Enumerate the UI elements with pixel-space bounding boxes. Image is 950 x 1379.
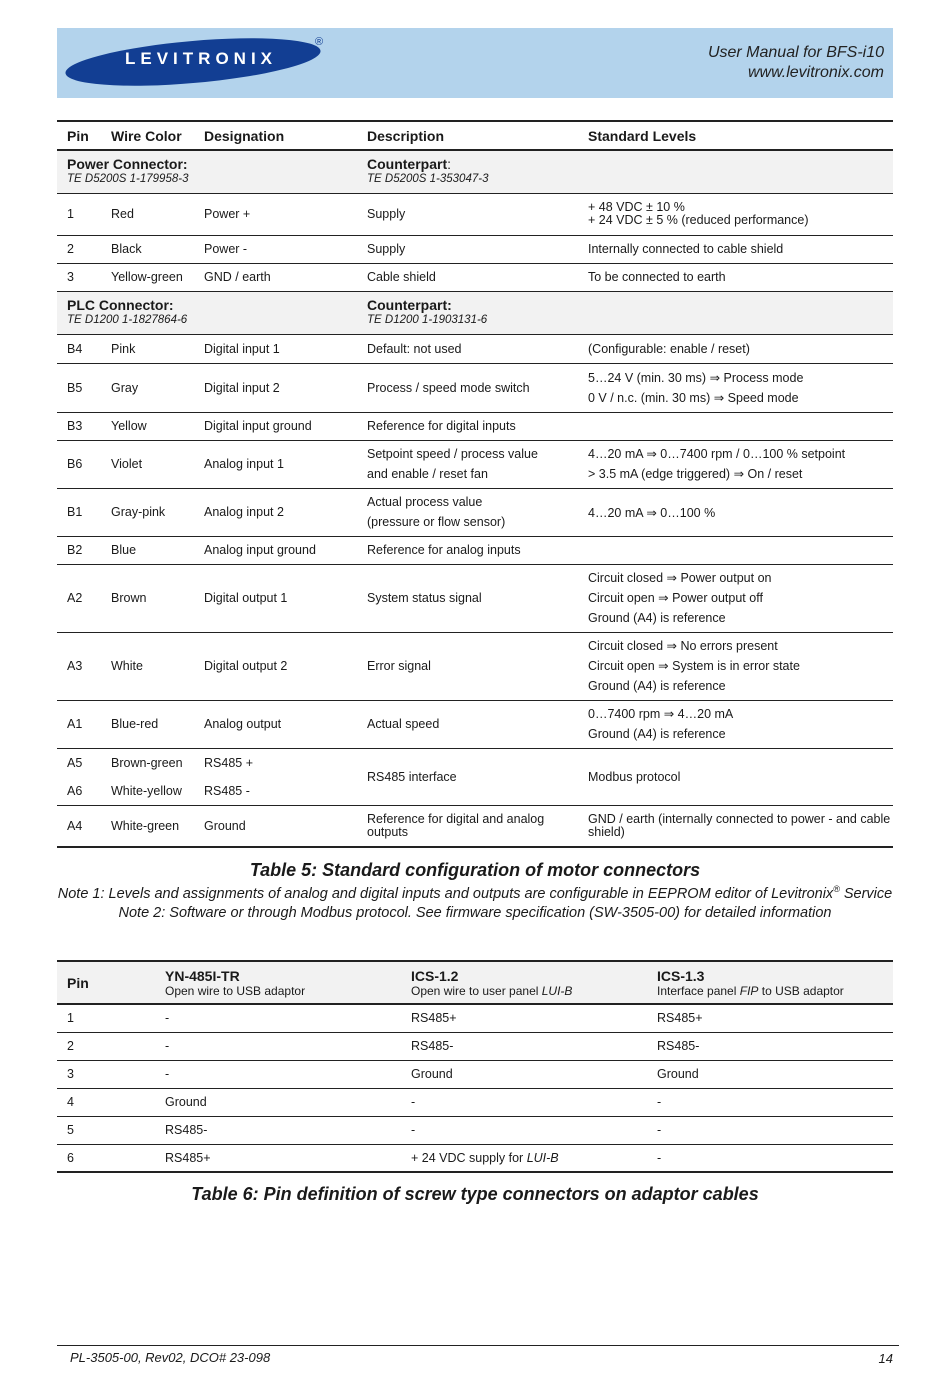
header-sub-text: Interface panel: [657, 983, 740, 998]
plc-connector-title: PLC Connector:: [67, 296, 174, 313]
power-connector-title: Power Connector:: [67, 156, 188, 172]
cell-pin: B5: [67, 380, 83, 395]
description-line: Setpoint speed / process value: [367, 447, 538, 461]
plc-connector-section: [57, 291, 893, 334]
plc-connector-part: TE D1200 1-1827864-6: [67, 313, 188, 326]
table-row: [57, 263, 893, 291]
description-line: Reference for digital and analog: [367, 811, 545, 826]
cell-pin: 1: [67, 207, 74, 221]
cell-pin: 5: [67, 1123, 74, 1137]
cell-pin: 6: [67, 1150, 74, 1165]
cell-pin: B4: [67, 341, 83, 356]
col-pin: Pin: [67, 974, 89, 991]
cell-ics12: [401, 1144, 647, 1172]
power-counterpart-title: Counterpart: [367, 156, 448, 172]
cell-emph: LUI-B: [526, 1150, 559, 1165]
pin-line: A6: [67, 783, 83, 798]
level-line: GND / earth (internally connected to power - and cable: [588, 811, 891, 826]
cell-pin: [57, 748, 101, 805]
cell-designation: Analog input ground: [204, 543, 316, 557]
cell-description: Supply: [367, 207, 406, 221]
table-row: [57, 1032, 893, 1060]
header-band: [57, 28, 893, 98]
cell-description: Error signal: [367, 659, 431, 673]
table-row: [57, 363, 893, 412]
cell-wire-color: Red: [111, 207, 134, 221]
level-line: 5…24 V (min. 30 ms) ⇒ Process mode: [588, 370, 804, 385]
note-1-suffix: Service: [839, 885, 893, 902]
cell-ics12: RS485-: [411, 1039, 454, 1053]
cell-description: RS485 interface: [367, 769, 457, 784]
cell-wire-color: White: [111, 659, 143, 673]
cell-designation: Digital output 2: [204, 659, 288, 673]
designation-line: RS485 -: [204, 783, 250, 798]
cell-pin: B6: [67, 457, 83, 471]
table-row: [57, 536, 893, 564]
note-2: Note 2: Software or through Modbus protocol. See firmware specification (SW-3505-00) for detailed information: [118, 904, 832, 921]
level-line: 0 V / n.c. (min. 30 ms) ⇒ Speed mode: [588, 390, 799, 405]
cell-description: [357, 440, 578, 488]
cell-wire-color: Yellow-green: [111, 270, 183, 284]
header-title: ICS-1.2: [411, 967, 459, 984]
designation-line: RS485 +: [204, 755, 253, 770]
table6-header-row: [57, 961, 893, 1004]
cell-description: Actual speed: [367, 717, 440, 731]
cell-designation: Digital input ground: [204, 419, 312, 433]
cell-pin: 2: [67, 242, 74, 256]
cell-ics13: RS485+: [657, 1011, 703, 1026]
cell-designation: Analog input 1: [204, 457, 284, 471]
cell-levels: [578, 564, 893, 632]
cell-yn: RS485+: [165, 1150, 211, 1165]
cell-description: Cable shield: [367, 270, 436, 284]
cell-ics12: Ground: [411, 1067, 453, 1081]
cell-wire-color: Gray: [111, 380, 139, 395]
cell-levels: [578, 440, 893, 488]
cell-yn: Ground: [165, 1095, 207, 1109]
table5-header-row: [57, 121, 893, 150]
col-description: Description: [367, 127, 445, 144]
cell-pin: B1: [67, 505, 83, 519]
plc-counterpart-part: TE D1200 1-1903131-6: [367, 313, 488, 326]
level-line: 0…7400 rpm ⇒ 4…20 mA: [588, 707, 734, 721]
cell-wire-color: Pink: [111, 341, 136, 356]
power-counterpart-part: TE D5200S 1-353047-3: [367, 173, 489, 185]
header-title-block: [708, 43, 884, 83]
cell-yn: -: [165, 1067, 170, 1081]
table5-caption: Table 5: Standard configuration of motor connectors: [249, 860, 701, 880]
cell-pin: A3: [67, 659, 83, 673]
cell-wire-color: Yellow: [111, 419, 147, 433]
cell-ics13: -: [657, 1150, 662, 1165]
cell-ics12: -: [411, 1095, 416, 1109]
color-line: Brown-green: [111, 755, 183, 770]
table-row: [57, 1144, 893, 1172]
cell-wire-color: Gray-pink: [111, 505, 166, 519]
table-row: [57, 632, 893, 700]
header-sub-text: to USB adaptor: [758, 983, 844, 998]
table-row: [57, 700, 893, 748]
cell-levels: To be connected to earth: [588, 270, 726, 284]
cell-description: System status signal: [367, 591, 482, 605]
level-line: Circuit open ⇒ Power output off: [588, 591, 763, 605]
note-1: [57, 880, 893, 904]
col-pin: Pin: [67, 127, 89, 144]
cell-designation: Digital input 1: [204, 341, 280, 356]
cell-levels: [578, 193, 893, 235]
table-row: [57, 440, 893, 488]
cell-ics13: RS485-: [657, 1039, 700, 1053]
col-standard-levels: Standard Levels: [588, 127, 697, 144]
col-yn-485i-tr: [155, 961, 401, 1004]
cell-ics13: -: [657, 1123, 662, 1137]
footer-divider: [57, 1345, 899, 1346]
cell-pin: B3: [67, 419, 83, 433]
cell-levels: [578, 700, 893, 748]
cell-levels: Internally connected to cable shield: [588, 242, 784, 256]
cell-pin: 3: [67, 1067, 74, 1081]
table-row: [57, 1116, 893, 1144]
cell-ics13: Ground: [657, 1067, 699, 1081]
header-sub: [411, 984, 647, 998]
cell-levels: [578, 805, 893, 847]
level-line: Ground (A4) is reference: [588, 679, 726, 693]
power-connector-part: TE D5200S 1-179958-3: [67, 173, 189, 185]
logo-registered-mark: ®: [315, 36, 324, 48]
table-row: [57, 1060, 893, 1088]
website-url: www.levitronix.com: [747, 64, 884, 81]
plc-counterpart-title: Counterpart:: [367, 296, 452, 313]
cell-levels: Modbus protocol: [588, 769, 681, 784]
cell-levels: 4…20 mA ⇒ 0…100 %: [588, 505, 716, 520]
table-row: [57, 564, 893, 632]
level-line: > 3.5 mA (edge triggered) ⇒ On / reset: [588, 467, 803, 481]
table-adaptor-cables: [57, 960, 893, 1173]
cell-pin: 3: [67, 270, 74, 284]
table6-caption: Table 6: Pin definition of screw type connectors on adaptor cables: [191, 1184, 759, 1204]
cell-pin: A2: [67, 591, 83, 605]
cell-designation: Digital output 1: [204, 591, 288, 605]
cell-pin: 2: [67, 1039, 74, 1053]
cell-levels: [578, 363, 893, 412]
cell-wire-color: Violet: [111, 457, 143, 471]
footer-doc-id: PL-3505-00, Rev02, DCO# 23-098: [70, 1350, 271, 1365]
cell-description: Process / speed mode switch: [367, 380, 530, 395]
note-1-registered: ®: [833, 884, 840, 894]
cell-designation: Power -: [204, 242, 248, 256]
description-line: Actual process value: [367, 495, 483, 509]
col-designation: Designation: [204, 127, 285, 144]
cell-designation: Analog input 2: [204, 505, 284, 519]
cell-yn: -: [165, 1011, 170, 1026]
power-connector-section: [57, 150, 893, 193]
cell-description: [357, 488, 578, 536]
cell-description: Default: not used: [367, 341, 462, 356]
table-row-rs485: [57, 748, 893, 805]
table-row: [57, 805, 893, 847]
cell-pin: 1: [67, 1011, 74, 1026]
cell-yn: -: [165, 1039, 170, 1053]
table-row: [57, 1088, 893, 1116]
header-sub-text: Open wire to user panel: [411, 983, 542, 998]
table-row: [57, 488, 893, 536]
cell-wire-color: Blue: [111, 543, 137, 557]
level-line: Circuit open ⇒ System is in error state: [588, 659, 800, 673]
table-row: [57, 193, 893, 235]
cell-designation: Digital input 2: [204, 380, 280, 395]
table5-notes: [57, 880, 893, 923]
pin-line: A5: [67, 755, 83, 770]
table-row: [57, 235, 893, 263]
cell-pin: B2: [67, 543, 83, 557]
level-line: shield): [588, 824, 625, 839]
cell-designation: [194, 748, 357, 805]
cell-levels: (Configurable: enable / reset): [588, 341, 750, 356]
cell-description: Supply: [367, 242, 406, 256]
header-sub-emph: FIP: [739, 983, 759, 998]
cell-wire-color: Black: [111, 242, 142, 256]
logo-text: LEVITRONIX: [125, 49, 278, 68]
manual-title: User Manual for BFS-i10: [707, 44, 884, 61]
cell-text: + 24 VDC supply for: [411, 1150, 527, 1165]
cell-description: Reference for analog inputs: [367, 543, 521, 557]
cell-description: [357, 805, 578, 847]
col-wire-color: Wire Color: [111, 127, 182, 144]
table-row: [57, 334, 893, 363]
cell-ics12: RS485+: [411, 1011, 457, 1026]
cell-wire-color: Brown: [111, 591, 147, 605]
level-line: Ground (A4) is reference: [588, 727, 726, 741]
description-line: (pressure or flow sensor): [367, 515, 506, 529]
levitronix-logo: [65, 38, 327, 86]
level-line: 4…20 mA ⇒ 0…7400 rpm / 0…100 % setpoint: [588, 447, 846, 461]
header-title: YN-485I-TR: [165, 967, 240, 984]
table-row: [57, 1004, 893, 1032]
cell-yn: RS485-: [165, 1123, 208, 1137]
cell-levels: [578, 412, 893, 440]
table-motor-connectors: [57, 120, 893, 848]
cell-description: Reference for digital inputs: [367, 419, 516, 433]
color-line: White-yellow: [111, 783, 182, 798]
cell-ics13: -: [657, 1095, 662, 1109]
description-line: outputs: [367, 824, 409, 839]
cell-pin: A4: [67, 818, 83, 833]
level-line: + 24 VDC ± 5 % (reduced performance): [588, 213, 809, 227]
cell-designation: Power +: [204, 207, 251, 221]
footer-page-number: 14: [878, 1351, 893, 1366]
cell-ics12: -: [411, 1123, 416, 1137]
col-ics-1-3: [647, 961, 893, 1004]
level-line: Circuit closed ⇒ No errors present: [588, 639, 778, 653]
cell-designation: Ground: [204, 818, 246, 833]
cell-designation: GND / earth: [204, 270, 271, 284]
cell-levels: [578, 632, 893, 700]
header-title: ICS-1.3: [657, 967, 705, 984]
cell-designation: Analog output: [204, 717, 282, 731]
table-row: [57, 412, 893, 440]
cell-levels: [578, 536, 893, 564]
level-line: + 48 VDC ± 10 %: [588, 200, 685, 214]
level-line: Ground (A4) is reference: [588, 611, 726, 625]
power-counterpart-colon: :: [447, 156, 452, 172]
cell-pin: A1: [67, 717, 83, 731]
header-sub-emph: LUI-B: [541, 983, 573, 998]
cell-wire-color: [101, 748, 194, 805]
cell-wire-color: White-green: [111, 818, 180, 833]
note-1-text: Note 1: Levels and assignments of analog and digital inputs and outputs are configurable in EEPROM editor of Levitronix: [57, 885, 834, 902]
cell-pin: 4: [67, 1095, 74, 1109]
level-line: Circuit closed ⇒ Power output on: [588, 571, 772, 585]
cell-wire-color: Blue-red: [111, 717, 159, 731]
header-sub: [657, 984, 893, 998]
header-sub: Open wire to USB adaptor: [165, 983, 306, 998]
description-line: and enable / reset fan: [367, 467, 488, 481]
col-ics-1-2: [401, 961, 647, 1004]
